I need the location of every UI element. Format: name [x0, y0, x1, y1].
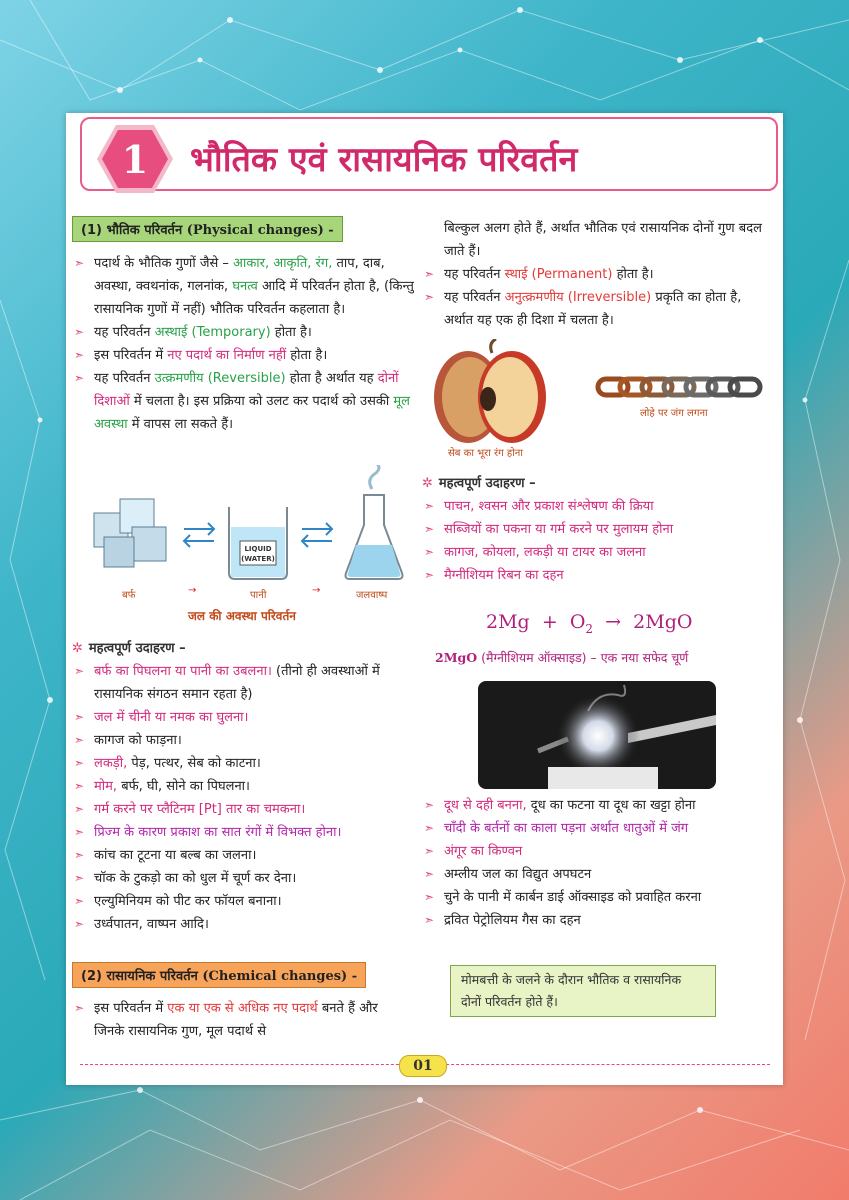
svg-text:LIQUID: LIQUID	[244, 545, 272, 553]
list-item: ➣ जल में चीनी या नमक का घुलना।	[72, 706, 417, 729]
list-item: ➣ इस परिवर्तन में एक या एक से अधिक नए पदार्थ बनते हैं और जिनके रासायनिक गुण, मूल पदार्थ से	[72, 997, 397, 1043]
asterisk-icon: ✲	[72, 641, 83, 656]
double-arrow-icon	[302, 523, 332, 547]
examples-list	[422, 794, 777, 932]
flask-icon	[346, 465, 403, 579]
arrow-bullet-icon: ➣	[74, 710, 85, 724]
page-number: 01	[399, 1055, 447, 1077]
physical-changes-heading	[72, 216, 343, 242]
arrow-icon: →	[188, 585, 197, 596]
list-item: ➣ बर्फ का पिघलना या पानी का उबलना। (तीनो ही अवस्थाओं में रासायनिक संगठन समान रहता है)	[72, 660, 417, 706]
physical-heading-english: (Physical changes) -	[186, 223, 334, 238]
arrow-bullet-icon: ➣	[74, 1001, 85, 1015]
double-arrow-icon	[184, 523, 214, 547]
list-item: ➣ पदार्थ के भौतिक गुणों जैसे – आकार, आकृति, रंग, ताप, दाब, अवस्था, क्वथनांक, गलनांक, घनत्व आदि में परिवर्तन होता है, (किन्तु रासायनिक गुणों में नहीं) भौतिक परिवर्तन कहलाता है।	[72, 252, 417, 321]
list-item: ➣ गर्म करने पर प्लैटिनम [Pt] तार का चमकना।	[72, 798, 417, 821]
ice-cubes-icon	[94, 499, 166, 567]
chemical-heading-english: (Chemical changes) -	[202, 969, 358, 984]
arrow-bullet-icon: ➣	[424, 913, 435, 927]
list-item: ➣ एल्युमिनियम को पीट कर फॉयल बनाना।	[72, 890, 417, 913]
list-item: ➣ अंगूर का किण्वन	[422, 840, 777, 863]
list-item: ➣ कांच का टूटना या बल्ब का जलना।	[72, 844, 417, 867]
page-title: भौतिक एवं रासायनिक परिवर्तन	[190, 140, 578, 180]
chemical-changes-heading	[72, 962, 366, 988]
list-item: ➣ चुने के पानी में कार्बन डाई ऑक्साइड को प्रवाहित करना	[422, 886, 777, 909]
arrow-bullet-icon: ➣	[74, 733, 85, 747]
apple-image	[430, 339, 550, 449]
arrow-bullet-icon: ➣	[424, 890, 435, 904]
arrow-bullet-icon: ➣	[74, 371, 85, 385]
list-item: ➣ पाचन, श्वसन और प्रकाश संश्लेषण की क्रिया	[422, 495, 767, 518]
arrow-bullet-icon: ➣	[74, 756, 85, 770]
list-item: ➣ प्रिज्म के कारण प्रकाश का सात रंगों में विभक्त होना।	[72, 821, 417, 844]
arrow-bullet-icon: ➣	[424, 522, 435, 536]
arrow-bullet-icon: ➣	[424, 798, 435, 812]
list-item: ➣ यह परिवर्तन अनुत्क्रमणीय (Irreversible) प्रकृति का होता है, अर्थात यह एक ही दिशा में चलता है।	[422, 286, 767, 332]
arrow-bullet-icon: ➣	[424, 568, 435, 582]
arrow-bullet-icon: ➣	[424, 844, 435, 858]
arrow-bullet-icon: ➣	[74, 917, 85, 931]
chapter-number-badge	[96, 123, 174, 195]
note-box: मोमबत्ती के जलने के दौरान भौतिक व रासायनिक दोनों परिवर्तन होते हैं।	[450, 965, 716, 1017]
list-item: ➣ इस परिवर्तन में नए पदार्थ का निर्माण नहीं होता है।	[72, 344, 417, 367]
arrow-bullet-icon: ➣	[74, 348, 85, 362]
physical-points	[72, 252, 417, 436]
mgo-note: 2MgO (मैग्नीशियम ऑक्साइड) – एक नया सफेद चूर्ण	[435, 650, 689, 665]
arrow-icon: →	[312, 585, 321, 596]
chemical-intro	[72, 997, 397, 1043]
arrow-bullet-icon: ➣	[74, 779, 85, 793]
list-item: ➣ यह परिवर्तन स्थाई (Permanent) होता है।	[422, 263, 767, 286]
water-label: पानी	[250, 590, 267, 601]
water-states-figure	[84, 465, 424, 595]
examples-list	[72, 660, 417, 936]
magnesium-burning-image	[478, 681, 716, 789]
arrow-bullet-icon: ➣	[424, 290, 435, 304]
examples-list	[422, 495, 767, 587]
list-item: ➣ लकड़ी, पेड़, पत्थर, सेब को काटना।	[72, 752, 417, 775]
list-item: ➣ उर्ध्वपातन, वाष्पन आदि।	[72, 913, 417, 936]
list-item: ➣ मोम, बर्फ, घी, सोने का पिघलना।	[72, 775, 417, 798]
chemical-examples-more	[422, 794, 777, 932]
reaction-arrow-icon: →	[605, 611, 622, 633]
chemical-examples	[422, 468, 767, 587]
chemical-continued	[422, 217, 767, 332]
arrow-bullet-icon: ➣	[74, 664, 85, 678]
list-item: ➣ कागज को फाड़ना।	[72, 729, 417, 752]
physical-heading-hindi: (1) भौतिक परिवर्तन	[81, 223, 183, 238]
list-item: ➣ द्रवित पेट्रोलियम गैस का दहन	[422, 909, 777, 932]
list-item: ➣ यह परिवर्तन उत्क्रमणीय (Reversible) होता है अर्थात यह दोनों दिशाओं में चलता है। इस प्रक्रिया को उलट कर पदार्थ को उसकी मूल अवस्था में वापस ला सकते हैं।	[72, 367, 417, 436]
vapour-label: जलवाष्प	[356, 590, 388, 601]
asterisk-icon: ✲	[422, 476, 433, 491]
chemical-heading-hindi: (2) रासायनिक परिवर्तन	[81, 969, 198, 984]
arrow-bullet-icon: ➣	[74, 256, 85, 270]
list-item: ➣ अम्लीय जल का विद्युत अपघटन	[422, 863, 777, 886]
list-item: ➣ कागज, कोयला, लकड़ी या टायर का जलना	[422, 541, 767, 564]
arrow-bullet-icon: ➣	[424, 867, 435, 881]
physical-examples	[72, 633, 417, 936]
arrow-bullet-icon: ➣	[74, 825, 85, 839]
list-item: ➣ यह परिवर्तन अस्थाई (Temporary) होता है।	[72, 321, 417, 344]
figure-caption: जल की अवस्था परिवर्तन	[188, 609, 296, 623]
list-item: ➣ मैग्नीशियम रिबन का दहन	[422, 564, 767, 587]
arrow-bullet-icon: ➣	[74, 894, 85, 908]
continued-text: बिल्कुल अलग होते हैं, अर्थात भौतिक एवं रासायनिक दोनों गुण बदल जाते हैं।	[444, 221, 762, 259]
arrow-bullet-icon: ➣	[74, 848, 85, 862]
examples-heading: ✲ महत्वपूर्ण उदाहरण –	[422, 476, 536, 491]
arrow-bullet-icon: ➣	[74, 871, 85, 885]
rusted-chain-image	[594, 373, 764, 401]
examples-heading: ✲ महत्वपूर्ण उदाहरण –	[72, 641, 186, 656]
arrow-bullet-icon: ➣	[74, 802, 85, 816]
list-item: ➣ दूध से दही बनना, दूध का फटना या दूध का खट्टा होना	[422, 794, 777, 817]
beaker-icon	[229, 507, 287, 579]
arrow-bullet-icon: ➣	[424, 267, 435, 281]
ice-label: बर्फ	[122, 590, 136, 601]
chemical-equation: $2Mg + O_2 \to 2MgO$	[486, 611, 693, 636]
svg-text:(WATER): (WATER)	[241, 555, 275, 563]
list-item: ➣ सब्जियों का पकना या गर्म करने पर मुलायम होना	[422, 518, 767, 541]
chain-caption: लोहे पर जंग लगना	[640, 408, 708, 419]
arrow-bullet-icon: ➣	[424, 821, 435, 835]
chapter-number: 1	[121, 137, 149, 182]
list-item: ➣ चॉक के टुकड़ो का को धुल में चूर्ण कर देना।	[72, 867, 417, 890]
page-sheet	[66, 113, 783, 1085]
list-item: ➣ चाँदी के बर्तनों का काला पड़ना अर्थात धातुओं में जंग	[422, 817, 777, 840]
arrow-bullet-icon: ➣	[424, 499, 435, 513]
apple-caption: सेब का भूरा रंग होना	[448, 448, 523, 459]
arrow-bullet-icon: ➣	[424, 545, 435, 559]
arrow-bullet-icon: ➣	[74, 325, 85, 339]
